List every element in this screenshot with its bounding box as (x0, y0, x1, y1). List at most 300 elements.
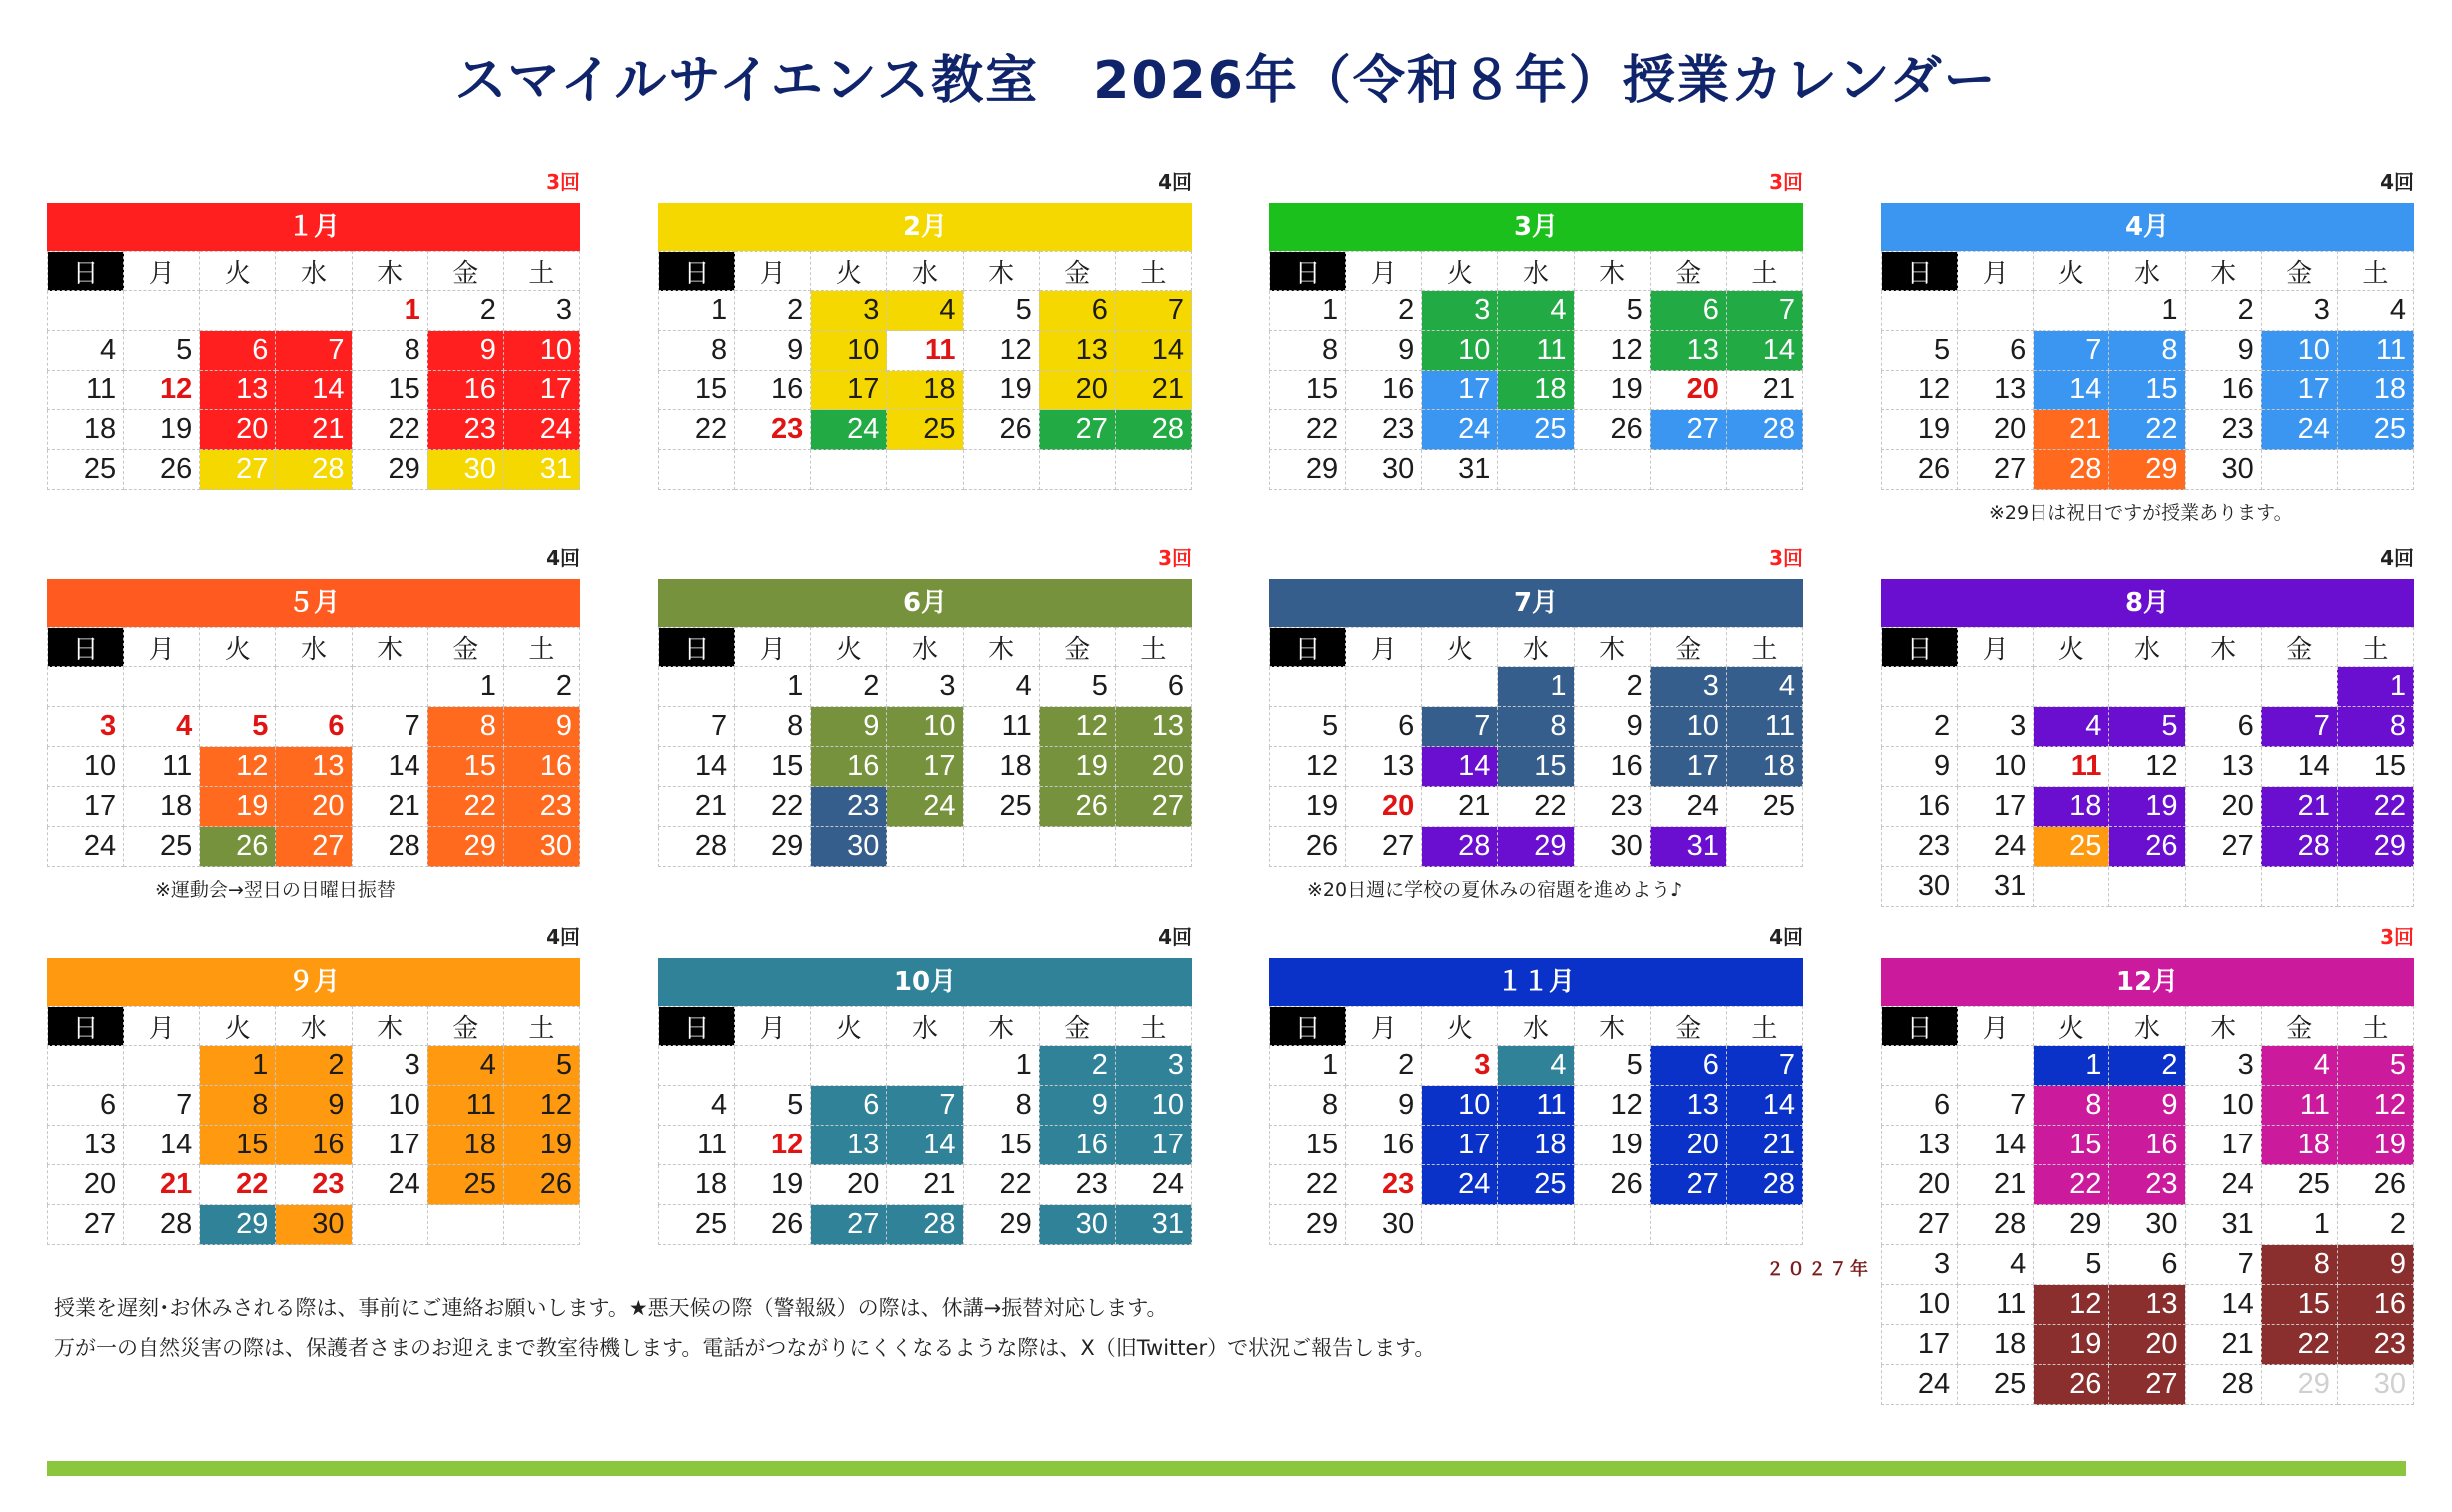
day-cell: 22 (352, 410, 427, 450)
weekday-header: 水 (276, 628, 352, 667)
day-cell: 1 (427, 667, 503, 707)
week-row (659, 450, 1192, 490)
day-cell: 7 (352, 707, 427, 747)
weekday-header: 木 (2185, 252, 2261, 291)
day-cell: 24 (503, 410, 579, 450)
day-cell: 31 (1422, 450, 1498, 490)
day-cell: 15 (352, 371, 427, 410)
day-cell: 4 (963, 667, 1039, 707)
day-cell: 16 (1882, 787, 1958, 827)
day-cell: 8 (1498, 707, 1574, 747)
day-cell: 5 (1270, 707, 1346, 747)
day-cell: 13 (200, 371, 276, 410)
weekday-header: 月 (1346, 1007, 1422, 1046)
day-cell (735, 1046, 811, 1086)
day-cell: 9 (2109, 1086, 2185, 1126)
day-cell: 5 (963, 291, 1039, 331)
day-cell (887, 450, 963, 490)
week-row (659, 1046, 1192, 1086)
day-cell: 28 (887, 1205, 963, 1245)
month-header: 10月 (658, 958, 1192, 1006)
day-cell: 26 (2034, 1365, 2109, 1405)
day-cell: 20 (48, 1165, 124, 1205)
day-cell: 16 (1346, 371, 1422, 410)
day-cell: 11 (1498, 1086, 1574, 1126)
day-cell: 5 (200, 707, 276, 747)
day-cell: 4 (48, 331, 124, 371)
weekday-header: 土 (2337, 252, 2413, 291)
day-cell: 3 (352, 1046, 427, 1086)
day-cell (2261, 667, 2337, 707)
weekday-header: 月 (1346, 628, 1422, 667)
day-cell: 2 (276, 1046, 352, 1086)
month-calendar-1 (47, 170, 580, 490)
lesson-count: 4回 (1158, 170, 1192, 194)
weekday-header: 日 (1882, 1007, 1958, 1046)
day-cell (1498, 450, 1574, 490)
day-cell: 30 (1882, 867, 1958, 907)
day-cell (2034, 667, 2109, 707)
day-cell: 29 (2109, 450, 2185, 490)
day-cell: 31 (1650, 827, 1726, 867)
day-cell (887, 827, 963, 867)
day-cell: 4 (2337, 291, 2413, 331)
day-cell (124, 667, 200, 707)
day-cell: 30 (811, 827, 887, 867)
week-row (659, 707, 1192, 747)
weekday-header: 金 (1039, 1007, 1115, 1046)
day-cell: 23 (427, 410, 503, 450)
day-cell: 15 (2109, 371, 2185, 410)
weekday-header: 日 (1270, 1007, 1346, 1046)
day-cell: 15 (963, 1126, 1039, 1165)
day-cell: 30 (503, 827, 579, 867)
month-calendar-6 (658, 546, 1192, 867)
day-cell: 18 (1498, 371, 1574, 410)
day-cell: 16 (2337, 1285, 2413, 1325)
month-header: ５月 (47, 579, 580, 627)
day-cell: 22 (2337, 787, 2413, 827)
day-cell: 12 (124, 371, 200, 410)
month-header: １１月 (1269, 958, 1803, 1006)
weekday-header: 金 (1650, 628, 1726, 667)
weekday-header: 木 (1574, 1007, 1650, 1046)
year-2027-label: ２０２７年 (1766, 1259, 1871, 1280)
day-cell: 22 (2109, 410, 2185, 450)
day-cell: 27 (1039, 410, 1115, 450)
month-calendar-10 (658, 925, 1192, 1245)
day-cell: 12 (503, 1086, 579, 1126)
week-row (1270, 410, 1803, 450)
day-cell (1115, 827, 1191, 867)
weekday-header: 月 (735, 252, 811, 291)
day-cell: 30 (1346, 1205, 1422, 1245)
day-cell: 16 (2109, 1126, 2185, 1165)
day-cell (1882, 667, 1958, 707)
day-cell: 12 (1574, 1086, 1650, 1126)
day-cell: 20 (1039, 371, 1115, 410)
day-cell: 25 (427, 1165, 503, 1205)
month-calendar-11 (1269, 925, 1803, 1245)
week-row (1882, 1365, 2414, 1405)
week-row (48, 291, 580, 331)
day-cell: 21 (2261, 787, 2337, 827)
weekday-header: 水 (887, 1007, 963, 1046)
day-cell: 22 (1270, 410, 1346, 450)
day-cell: 8 (659, 331, 735, 371)
day-cell: 6 (1115, 667, 1191, 707)
day-cell: 29 (963, 1205, 1039, 1245)
weekday-header: 水 (887, 628, 963, 667)
day-cell: 24 (2185, 1165, 2261, 1205)
day-cell: 3 (1422, 291, 1498, 331)
day-cell: 2 (1346, 291, 1422, 331)
day-cell: 22 (427, 787, 503, 827)
day-cell: 8 (1270, 331, 1346, 371)
month-calendar-9 (47, 925, 580, 1245)
lesson-count: 4回 (2380, 170, 2414, 194)
day-cell: 9 (1346, 1086, 1422, 1126)
day-cell: 3 (1115, 1046, 1191, 1086)
day-cell: 13 (48, 1126, 124, 1165)
day-cell (503, 1205, 579, 1245)
month-calendar-3 (1269, 170, 1803, 490)
day-cell (276, 291, 352, 331)
week-row (48, 1086, 580, 1126)
weekday-header: 木 (2185, 1007, 2261, 1046)
day-cell: 31 (1115, 1205, 1191, 1245)
day-cell: 18 (963, 747, 1039, 787)
month-table (1881, 1006, 2414, 1405)
day-cell: 30 (276, 1205, 352, 1245)
weekday-header: 月 (735, 1007, 811, 1046)
notes-block (54, 1288, 1435, 1368)
week-row (659, 747, 1192, 787)
day-cell (1882, 1046, 1958, 1086)
day-cell: 10 (1882, 1285, 1958, 1325)
day-cell: 2 (1882, 707, 1958, 747)
day-cell: 23 (1882, 827, 1958, 867)
day-cell (276, 667, 352, 707)
week-row (1270, 450, 1803, 490)
day-cell: 5 (735, 1086, 811, 1126)
day-cell: 1 (2109, 291, 2185, 331)
week-row (1882, 291, 2414, 331)
day-cell: 3 (2185, 1046, 2261, 1086)
day-cell (1958, 1046, 2034, 1086)
week-row (659, 1205, 1192, 1245)
month-header: 3月 (1269, 203, 1803, 251)
day-cell: 26 (200, 827, 276, 867)
weekday-header: 日 (659, 628, 735, 667)
week-row (659, 787, 1192, 827)
day-cell (2185, 867, 2261, 907)
day-cell: 11 (2261, 1086, 2337, 1126)
day-cell (659, 667, 735, 707)
day-cell: 12 (1270, 747, 1346, 787)
day-cell: 24 (811, 410, 887, 450)
day-cell: 27 (276, 827, 352, 867)
lesson-count: 3回 (1769, 170, 1803, 194)
day-cell (811, 1046, 887, 1086)
day-cell: 28 (1726, 410, 1802, 450)
day-cell: 8 (963, 1086, 1039, 1126)
weekday-header: 火 (200, 1007, 276, 1046)
day-cell: 13 (2185, 747, 2261, 787)
week-row (659, 667, 1192, 707)
day-cell: 16 (2185, 371, 2261, 410)
day-cell: 18 (887, 371, 963, 410)
day-cell: 31 (503, 450, 579, 490)
weekday-header: 月 (1958, 1007, 2034, 1046)
weekday-header: 木 (963, 628, 1039, 667)
day-cell: 18 (2034, 787, 2109, 827)
day-cell: 15 (2261, 1285, 2337, 1325)
day-cell: 22 (1498, 787, 1574, 827)
day-cell: 17 (503, 371, 579, 410)
day-cell (1882, 291, 1958, 331)
day-cell: 13 (811, 1126, 887, 1165)
day-cell: 11 (887, 331, 963, 371)
month-header: 2月 (658, 203, 1192, 251)
day-cell: 21 (276, 410, 352, 450)
day-cell: 17 (1422, 371, 1498, 410)
month-calendar-5 (47, 546, 580, 901)
day-cell: 19 (2034, 1325, 2109, 1365)
weekday-header: 金 (1039, 628, 1115, 667)
day-cell: 1 (2337, 667, 2413, 707)
week-row (1882, 787, 2414, 827)
day-cell: 9 (1882, 747, 1958, 787)
day-cell (2185, 667, 2261, 707)
day-cell: 23 (811, 787, 887, 827)
day-cell: 15 (427, 747, 503, 787)
month-header: 8月 (1881, 579, 2414, 627)
day-cell: 19 (124, 410, 200, 450)
week-row (659, 1165, 1192, 1205)
week-row (1270, 291, 1803, 331)
day-cell (1574, 450, 1650, 490)
month-header: ９月 (47, 958, 580, 1006)
day-cell: 4 (1958, 1245, 2034, 1285)
day-cell: 7 (2034, 331, 2109, 371)
month-calendar-12 (1881, 925, 2414, 1405)
weekday-header: 木 (963, 252, 1039, 291)
day-cell (1650, 450, 1726, 490)
day-cell: 20 (200, 410, 276, 450)
day-cell (1958, 291, 2034, 331)
lesson-count: 3回 (1769, 546, 1803, 570)
week-row (48, 1046, 580, 1086)
day-cell: 1 (352, 291, 427, 331)
day-cell: 9 (1039, 1086, 1115, 1126)
week-row (1882, 747, 2414, 787)
day-cell: 25 (2337, 410, 2413, 450)
day-cell: 9 (2185, 331, 2261, 371)
day-cell: 18 (427, 1126, 503, 1165)
day-cell: 5 (2034, 1245, 2109, 1285)
day-cell: 8 (200, 1086, 276, 1126)
month-table (658, 627, 1192, 867)
weekday-header: 木 (2185, 628, 2261, 667)
day-cell (1726, 450, 1802, 490)
week-row (1270, 667, 1803, 707)
day-cell: 10 (503, 331, 579, 371)
day-cell: 10 (887, 707, 963, 747)
weekday-header: 木 (352, 252, 427, 291)
day-cell (2337, 450, 2413, 490)
day-cell: 15 (1498, 747, 1574, 787)
day-cell: 17 (1958, 787, 2034, 827)
day-cell: 28 (2034, 450, 2109, 490)
day-cell: 5 (1882, 331, 1958, 371)
day-cell: 26 (963, 410, 1039, 450)
day-cell: 25 (2034, 827, 2109, 867)
weekday-header: 日 (659, 252, 735, 291)
day-cell: 24 (1958, 827, 2034, 867)
day-cell: 17 (352, 1126, 427, 1165)
day-cell (200, 291, 276, 331)
day-cell: 10 (1422, 1086, 1498, 1126)
day-cell: 20 (1346, 787, 1422, 827)
week-row (1882, 1285, 2414, 1325)
day-cell: 7 (887, 1086, 963, 1126)
day-cell: 21 (124, 1165, 200, 1205)
day-cell (1115, 450, 1191, 490)
lesson-count: 3回 (546, 170, 580, 194)
day-cell: 19 (1574, 371, 1650, 410)
day-cell: 14 (1422, 747, 1498, 787)
day-cell: 26 (735, 1205, 811, 1245)
day-cell (2261, 867, 2337, 907)
day-cell: 28 (124, 1205, 200, 1245)
day-cell: 25 (963, 787, 1039, 827)
weekday-header: 月 (124, 628, 200, 667)
day-cell: 20 (811, 1165, 887, 1205)
day-cell: 12 (735, 1126, 811, 1165)
day-cell: 23 (735, 410, 811, 450)
day-cell: 16 (811, 747, 887, 787)
day-cell: 25 (1498, 1165, 1574, 1205)
day-cell: 5 (1574, 291, 1650, 331)
day-cell: 29 (735, 827, 811, 867)
day-cell: 15 (200, 1126, 276, 1165)
day-cell: 30 (2109, 1205, 2185, 1245)
day-cell: 14 (2185, 1285, 2261, 1325)
day-cell (1498, 1205, 1574, 1245)
month-header: 4月 (1881, 203, 2414, 251)
day-cell: 4 (1726, 667, 1802, 707)
day-cell: 19 (1882, 410, 1958, 450)
day-cell: 18 (48, 410, 124, 450)
week-row (1882, 867, 2414, 907)
page-title: スマイルサイエンス教室 2026年（令和８年）授業カレンダー (454, 51, 1998, 111)
day-cell: 1 (200, 1046, 276, 1086)
day-cell: 30 (1039, 1205, 1115, 1245)
day-cell: 5 (124, 331, 200, 371)
day-cell: 28 (1958, 1205, 2034, 1245)
day-cell: 26 (1270, 827, 1346, 867)
day-cell: 8 (2337, 707, 2413, 747)
day-cell: 14 (276, 371, 352, 410)
week-row (659, 371, 1192, 410)
day-cell: 27 (1958, 450, 2034, 490)
day-cell: 20 (2109, 1325, 2185, 1365)
day-cell: 3 (48, 707, 124, 747)
day-cell: 27 (1650, 1165, 1726, 1205)
day-cell: 19 (1270, 787, 1346, 827)
day-cell: 24 (1422, 410, 1498, 450)
weekday-header: 水 (1498, 1007, 1574, 1046)
week-row (48, 1126, 580, 1165)
month-table (1269, 627, 1803, 867)
day-cell: 13 (1958, 371, 2034, 410)
day-cell (1039, 450, 1115, 490)
weekday-header: 水 (2109, 628, 2185, 667)
day-cell: 8 (1270, 1086, 1346, 1126)
day-cell: 1 (963, 1046, 1039, 1086)
day-cell: 3 (1882, 1245, 1958, 1285)
day-cell: 4 (124, 707, 200, 747)
day-cell: 7 (1958, 1086, 2034, 1126)
month-calendar-2 (658, 170, 1192, 490)
day-cell: 23 (2185, 410, 2261, 450)
day-cell (48, 667, 124, 707)
weekday-header: 土 (503, 252, 579, 291)
day-cell: 6 (200, 331, 276, 371)
day-cell: 11 (2034, 747, 2109, 787)
month-header: 7月 (1269, 579, 1803, 627)
day-cell: 21 (659, 787, 735, 827)
month-table (1881, 251, 2414, 490)
day-cell: 13 (1650, 1086, 1726, 1126)
week-row (1882, 410, 2414, 450)
week-row (1882, 1245, 2414, 1285)
week-row (1270, 707, 1803, 747)
day-cell: 5 (1039, 667, 1115, 707)
day-cell: 13 (1115, 707, 1191, 747)
week-row (1270, 1126, 1803, 1165)
weekday-header: 金 (2261, 628, 2337, 667)
weekday-header: 木 (352, 1007, 427, 1046)
day-cell: 10 (2185, 1086, 2261, 1126)
day-cell: 3 (503, 291, 579, 331)
day-cell: 31 (1958, 867, 2034, 907)
day-cell: 4 (1498, 291, 1574, 331)
weekday-header: 金 (2261, 1007, 2337, 1046)
day-cell: 28 (1115, 410, 1191, 450)
weekday-header: 土 (1115, 628, 1191, 667)
day-cell: 12 (1882, 371, 1958, 410)
day-cell (2034, 867, 2109, 907)
day-cell: 19 (2109, 787, 2185, 827)
day-cell: 15 (1270, 1126, 1346, 1165)
day-cell (200, 667, 276, 707)
weekday-header: 火 (1422, 252, 1498, 291)
day-cell: 4 (2261, 1046, 2337, 1086)
day-cell: 2 (2109, 1046, 2185, 1086)
day-cell: 7 (1115, 291, 1191, 331)
day-cell: 9 (1346, 331, 1422, 371)
weekday-header: 月 (124, 1007, 200, 1046)
weekday-header: 火 (811, 1007, 887, 1046)
day-cell: 16 (1574, 747, 1650, 787)
day-cell: 3 (1958, 707, 2034, 747)
day-cell: 24 (1882, 1365, 1958, 1405)
day-cell: 28 (352, 827, 427, 867)
day-cell: 19 (963, 371, 1039, 410)
day-cell: 27 (1882, 1205, 1958, 1245)
